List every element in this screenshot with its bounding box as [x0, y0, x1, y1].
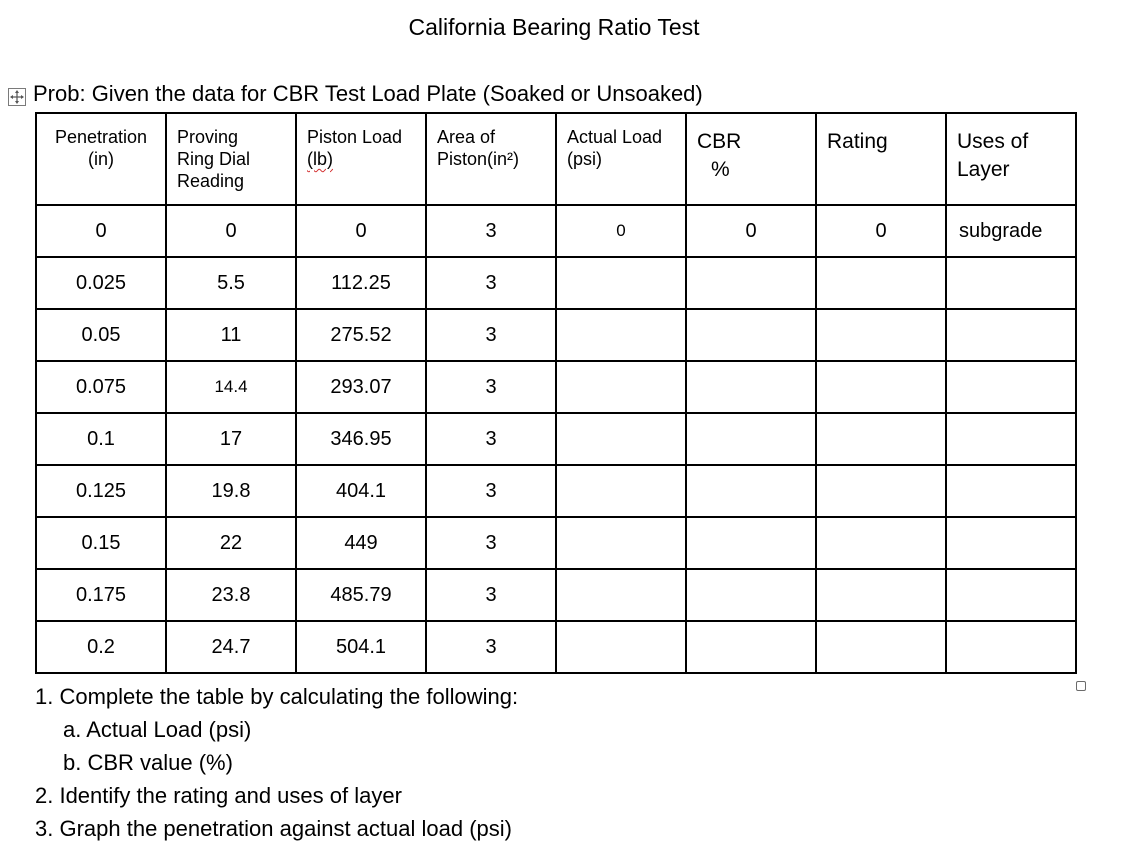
cell-actual-load[interactable]: [556, 517, 686, 569]
cell-dial[interactable]: 19.8: [166, 465, 296, 517]
header-rating[interactable]: [816, 113, 946, 205]
cell-cbr[interactable]: [686, 257, 816, 309]
header-actual-load-line2: (psi): [567, 149, 602, 169]
table-row: [36, 517, 1076, 569]
table-row: [36, 309, 1076, 361]
cell-rating[interactable]: [816, 465, 946, 517]
header-proving-ring-line1: Proving: [177, 127, 239, 147]
instruction-item-3: 3. Graph the penetration against actual load (psi): [35, 816, 512, 841]
header-cbr-line2: %: [711, 158, 730, 181]
cell-load[interactable]: 449: [296, 517, 426, 569]
cbr-data-table: [35, 112, 1077, 674]
header-piston-load-line2: (lb): [307, 149, 333, 169]
cell-penetration[interactable]: 0.1: [36, 413, 166, 465]
header-proving-ring[interactable]: [166, 113, 296, 205]
cell-uses[interactable]: [946, 517, 1076, 569]
header-uses[interactable]: [946, 113, 1076, 205]
cell-load[interactable]: 112.25: [296, 257, 426, 309]
header-area[interactable]: [426, 113, 556, 205]
cell-rating[interactable]: 0: [816, 205, 946, 257]
cell-dial[interactable]: 11: [166, 309, 296, 361]
cell-area[interactable]: 3: [426, 257, 556, 309]
cell-cbr[interactable]: [686, 413, 816, 465]
cell-area[interactable]: 3: [426, 413, 556, 465]
header-actual-load[interactable]: [556, 113, 686, 205]
move-arrows-icon[interactable]: [8, 88, 26, 106]
header-piston-load[interactable]: [296, 113, 426, 205]
cell-dial[interactable]: 22: [166, 517, 296, 569]
cell-actual-load[interactable]: [556, 257, 686, 309]
cell-area[interactable]: 3: [426, 465, 556, 517]
cell-penetration[interactable]: 0.2: [36, 621, 166, 673]
header-area-line2: Piston(in²): [437, 149, 520, 169]
cell-uses[interactable]: [946, 569, 1076, 621]
table-row: [36, 205, 1076, 257]
cell-area[interactable]: 3: [426, 205, 556, 257]
header-actual-load-line1: Actual Load: [567, 127, 663, 147]
cell-rating[interactable]: [816, 257, 946, 309]
cell-uses[interactable]: [946, 621, 1076, 673]
cell-load[interactable]: 485.79: [296, 569, 426, 621]
cell-load[interactable]: 0: [296, 205, 426, 257]
cell-rating[interactable]: [816, 621, 946, 673]
cell-cbr[interactable]: [686, 621, 816, 673]
cell-dial[interactable]: 24.7: [166, 621, 296, 673]
cell-dial[interactable]: 14.4: [166, 361, 296, 413]
header-cbr-line1: CBR: [697, 130, 742, 153]
cell-actual-load[interactable]: [556, 621, 686, 673]
cell-uses[interactable]: [946, 309, 1076, 361]
table-row: [36, 465, 1076, 517]
cell-area[interactable]: 3: [426, 517, 556, 569]
move-arrows-glyph: [9, 89, 25, 105]
header-uses-line2: Layer: [957, 158, 1010, 181]
header-penetration-line1: Penetration: [54, 127, 148, 147]
cell-penetration[interactable]: 0.05: [36, 309, 166, 361]
cell-actual-load[interactable]: [556, 361, 686, 413]
cell-cbr[interactable]: [686, 361, 816, 413]
cell-dial[interactable]: 0: [166, 205, 296, 257]
cell-penetration[interactable]: 0.15: [36, 517, 166, 569]
cell-uses[interactable]: subgrade: [946, 205, 1076, 257]
cell-area[interactable]: 3: [426, 361, 556, 413]
header-uses-line1: Uses of: [957, 130, 1029, 153]
cell-penetration[interactable]: 0.175: [36, 569, 166, 621]
cell-dial[interactable]: 5.5: [166, 257, 296, 309]
cell-area[interactable]: 3: [426, 621, 556, 673]
cell-load[interactable]: 404.1: [296, 465, 426, 517]
cell-penetration[interactable]: 0.075: [36, 361, 166, 413]
header-proving-ring-line2: Ring Dial: [177, 149, 251, 169]
cell-uses[interactable]: [946, 465, 1076, 517]
cell-actual-load[interactable]: 0: [556, 205, 686, 257]
cell-area[interactable]: 3: [426, 569, 556, 621]
cell-rating[interactable]: [816, 517, 946, 569]
header-rating-label: Rating: [827, 130, 888, 153]
header-area-line1: Area of: [437, 127, 496, 147]
cell-actual-load[interactable]: [556, 309, 686, 361]
table-row: [36, 413, 1076, 465]
cell-penetration[interactable]: 0: [36, 205, 166, 257]
cell-cbr[interactable]: [686, 517, 816, 569]
cell-cbr[interactable]: [686, 569, 816, 621]
header-proving-ring-line3: Reading: [177, 171, 245, 191]
header-cbr[interactable]: [686, 113, 816, 205]
cell-actual-load[interactable]: [556, 413, 686, 465]
cell-uses[interactable]: [946, 413, 1076, 465]
table-row: [36, 361, 1076, 413]
header-piston-load-line1: Piston Load: [307, 127, 403, 147]
instruction-item-1b: b. CBR value (%): [63, 750, 233, 775]
cell-load[interactable]: 293.07: [296, 361, 426, 413]
cell-dial[interactable]: 17: [166, 413, 296, 465]
instruction-item-1a: a. Actual Load (psi): [63, 717, 252, 742]
cell-rating[interactable]: [816, 413, 946, 465]
problem-statement: Prob: Given the data for CBR Test Load Plate (Soaked or Unsoaked): [33, 81, 703, 106]
cell-penetration[interactable]: 0.125: [36, 465, 166, 517]
document-title: California Bearing Ratio Test: [408, 14, 700, 40]
cell-rating[interactable]: [816, 361, 946, 413]
cell-cbr[interactable]: [686, 309, 816, 361]
cell-area[interactable]: 3: [426, 309, 556, 361]
cell-actual-load[interactable]: [556, 465, 686, 517]
instruction-item-2: 2. Identify the rating and uses of layer: [35, 783, 402, 808]
cell-penetration[interactable]: 0.025: [36, 257, 166, 309]
table-row: [36, 257, 1076, 309]
instruction-list: [35, 680, 518, 845]
table-row: [36, 569, 1076, 621]
header-penetration[interactable]: [36, 113, 166, 205]
cell-uses[interactable]: [946, 361, 1076, 413]
cell-rating[interactable]: [816, 309, 946, 361]
table-header-row: [36, 113, 1076, 205]
cell-load[interactable]: 275.52: [296, 309, 426, 361]
resize-square-icon[interactable]: [1076, 681, 1086, 691]
cell-cbr[interactable]: 0: [686, 205, 816, 257]
cell-cbr[interactable]: [686, 465, 816, 517]
cell-actual-load[interactable]: [556, 569, 686, 621]
table-row: [36, 621, 1076, 673]
instruction-item-1: 1. Complete the table by calculating the following:: [35, 684, 519, 709]
cell-dial[interactable]: 23.8: [166, 569, 296, 621]
cell-load[interactable]: 346.95: [296, 413, 426, 465]
cell-uses[interactable]: [946, 257, 1076, 309]
cell-load[interactable]: 504.1: [296, 621, 426, 673]
cell-rating[interactable]: [816, 569, 946, 621]
header-penetration-line2: (in): [88, 149, 114, 169]
